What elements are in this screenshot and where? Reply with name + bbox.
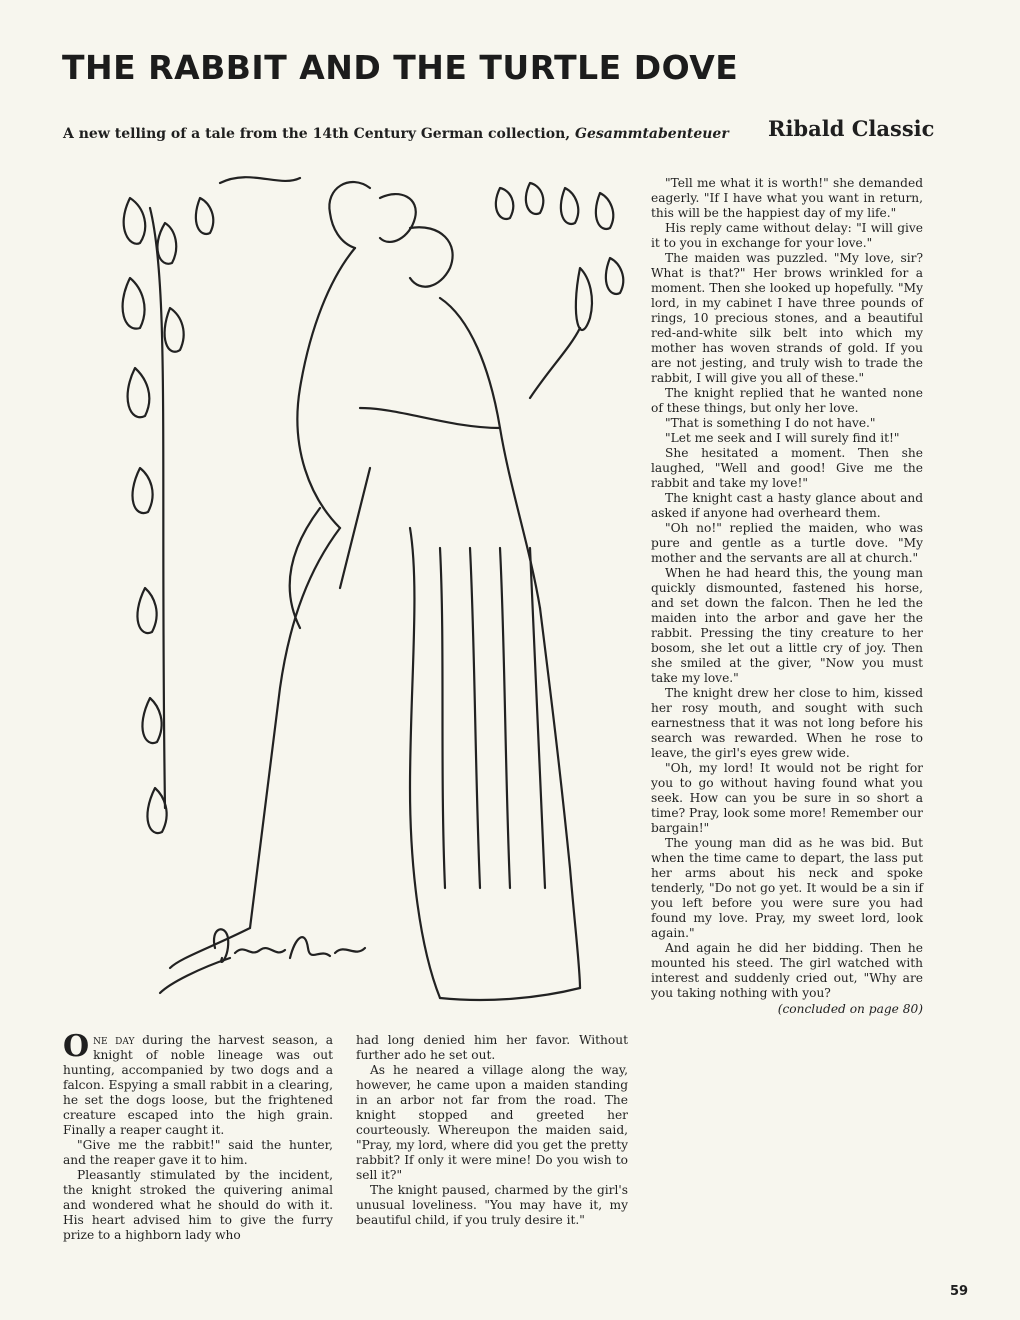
subtitle-work-title: Gesammtabenteuer (575, 126, 729, 142)
paragraph-2: His reply came without delay: "I will give it to you in exchange for your love." (651, 221, 923, 250)
column-middle (356, 1033, 628, 1228)
drop-cap: O (63, 1029, 90, 1064)
continuation-note: (concluded on page 80) (777, 1002, 923, 1016)
paragraph-8: The knight cast a hasty glance about and asked if anyone had overheard them. (651, 491, 923, 520)
paragraph-14: And again he did her bidding. Then he mounted his steed. The girl watched with interest and suddenly cried out, "Why are you taking nothing with you? (651, 941, 923, 1000)
paragraph-12: "Oh, my lord! It would not be right for you to go without having found what you seek. How can you be sure in so short a time? Pray, look some more! Remember our bargain!" (651, 761, 923, 835)
paragraph-10: When he had heard this, the young man quickly dismounted, fastened his horse, and set down the falcon. Then he led the maiden into the arbor and gave her the rabbit. Pressing the tiny creature to her bosom, she let out a little cry of joy. Then she smiled at the giver, "Now you must take my love." (651, 566, 923, 685)
paragraph-3: The knight paused, charmed by the girl's unusual loveliness. "You may have it, my beautiful child, if you truly desire it." (356, 1183, 628, 1227)
embracing-figures (160, 182, 580, 1000)
paragraph-9: "Oh no!" replied the maiden, who was pure and gentle as a turtle dove. "My mother and the servants are all at church." (651, 521, 923, 565)
paragraph-13: The young man did as he was bid. But when the time came to depart, the lass put her arms about his neck and spoke tenderly, "Do not go yet. It would be a sin if you left before you were sure you had found my love. Pray, my sweet lord, look again." (651, 836, 923, 940)
article-subtitle (63, 126, 729, 142)
paragraph-1-text: during the harvest season, a knight of noble lineage was out hunting, accompanied by two dogs and a falcon. Espying a small rabbit in a clearing, he set the dogs loose, but the frightened creature escaped into the high grain. Finally a reaper caught it. (63, 1033, 333, 1137)
line-drawing-illustration (110, 168, 650, 1008)
paragraph-3: The maiden was puzzled. "My love, sir? What is that?" Her brows wrinkled for a moment. Then she looked up hopefully. "My lord, in my cabinet I have three pounds of rings, 10 precious stones, and a beautiful red-and-white silk belt into which my mother has woven strands of gold. If you are not jesting, and truly wish to trade the rabbit, I will give you all of these." (651, 251, 923, 385)
paragraph-6: "Let me seek and I will surely find it!" (665, 431, 900, 445)
opening-smallcaps: ne day (93, 1033, 135, 1047)
column-right (651, 176, 923, 1017)
paragraph-1: "Tell me what it is worth!" she demanded eagerly. "If I have what you want in return, this will be the happiest day of my life." (651, 176, 923, 220)
article-title: THE RABBIT AND THE TURTLE DOVE (62, 48, 739, 87)
right-foliage (496, 183, 623, 330)
paragraph-1 (63, 1029, 333, 1138)
page-number: 59 (950, 1284, 969, 1299)
paragraph-2: As he neared a village along the way, however, he came upon a maiden standing in an arbor not far from the road. The knight stopped and greeted her courteously. Whereupon the maiden said, "Pray, my lord, where did you get the pretty rabbit? If only it were mine! Do you wish to sell it?" (356, 1063, 628, 1182)
paragraph-3: Pleasantly stimulated by the incident, the knight stroked the quivering animal and wondered what he should do with it. His heart advised him to give the furry prize to a highborn lady who (63, 1168, 333, 1242)
paragraph-1: had long denied him her favor. Without further ado he set out. (356, 1033, 628, 1062)
column-left (63, 1029, 333, 1243)
paragraph-4: The knight replied that he wanted none of these things, but only her love. (651, 386, 923, 415)
paragraph-11: The knight drew her close to him, kissed her rosy mouth, and sought with such earnestness that it was not long before his search was rewarded. When he rose to leave, the girl's eyes grew wide. (651, 686, 923, 760)
paragraph-7: She hesitated a moment. Then she laughed, "Well and good! Give me the rabbit and take my love!" (651, 446, 923, 490)
paragraph-5: "That is something I do not have." (665, 416, 876, 430)
paragraph-2: "Give me the rabbit!" said the hunter, and the reaper gave it to him. (63, 1138, 333, 1167)
section-label: Ribald Classic (768, 116, 935, 141)
subtitle-lead: A new telling of a tale from the 14th Century German collection, (63, 126, 571, 142)
